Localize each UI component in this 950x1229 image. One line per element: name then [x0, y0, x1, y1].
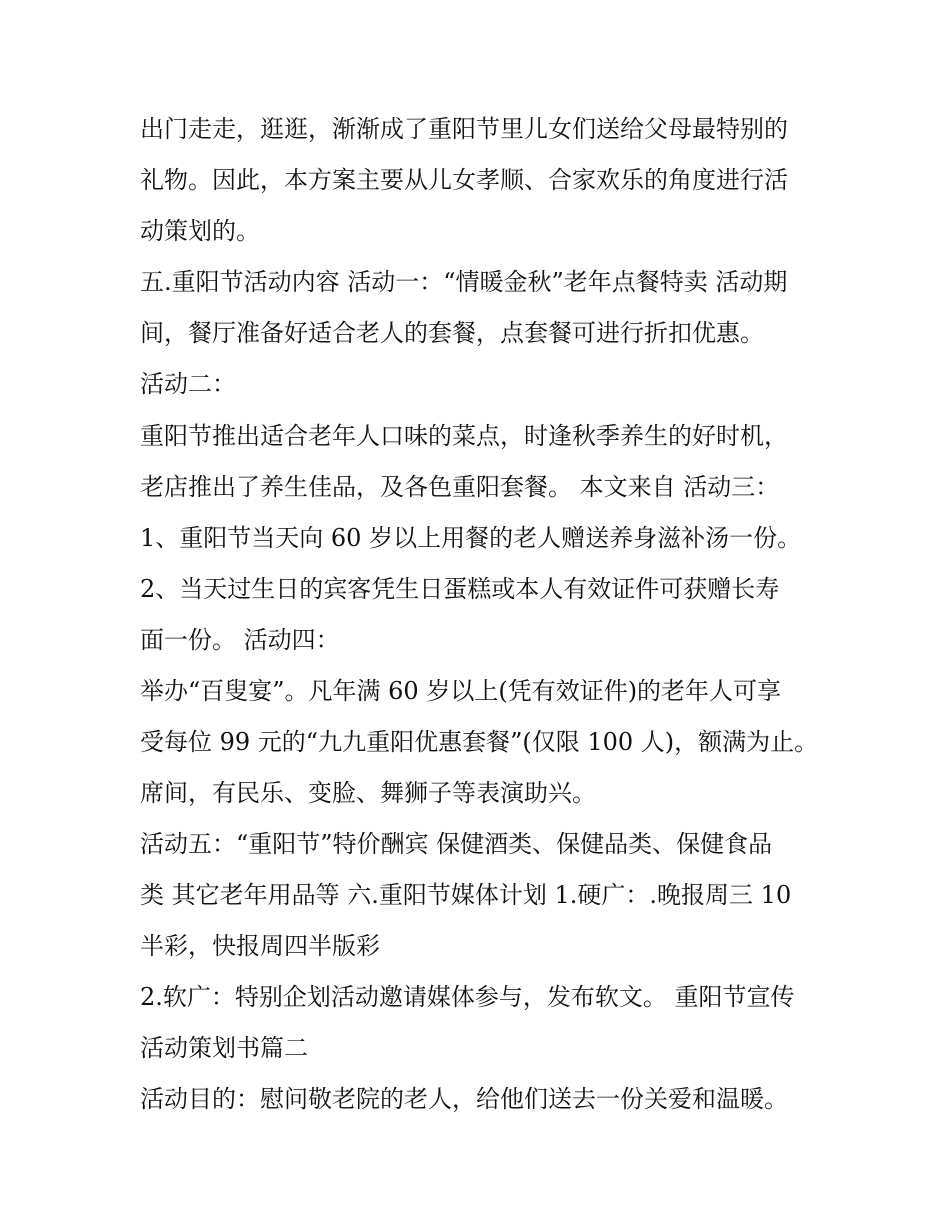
text-line-2: 礼物。因此，本方案主要从儿女孝顺、合家欢乐的角度进行活 [140, 166, 788, 194]
text-line-4: 五.重阳节活动内容 活动一：“情暖金秋”老年点餐特卖 活动期 [140, 268, 788, 296]
text-line-7: 重阳节推出适合老年人口味的菜点，时逢秋季养生的好时机， [140, 422, 788, 450]
text-line-13: 受每位 99 元的“九九重阳优惠套餐”(仅限 100 人)，额满为止。 [140, 728, 819, 756]
text-line-3: 动策划的。 [140, 217, 260, 245]
text-line-11: 面一份。 活动四： [140, 626, 340, 654]
text-line-6: 活动二： [140, 370, 236, 398]
text-line-20: 活动目的：慰问敬老院的老人，给他们送去一份关爱和温暖。 [140, 1085, 788, 1113]
text-line-19: 活动策划书篇二 [140, 1034, 308, 1062]
text-line-14: 席间，有民乐、变脸、舞狮子等表演助兴。 [140, 779, 596, 807]
text-line-8: 老店推出了养生佳品，及各色重阳套餐。 本文来自 活动三： [140, 473, 780, 501]
text-line-9: 1、重阳节当天向 60 岁以上用餐的老人赠送养身滋补汤一份。 [140, 524, 802, 552]
text-line-15: 活动五：“重阳节”特价酬宾 保健酒类、保健品类、保健食品 [140, 830, 773, 858]
text-line-16: 类 其它老年用品等 六.重阳节媒体计划 1.硬广：.晚报周三 10 [140, 881, 792, 909]
text-line-17: 半彩，快报周四半版彩 [140, 932, 380, 960]
text-line-12: 举办“百叟宴”。凡年满 60 岁以上(凭有效证件)的老年人可享 [140, 677, 782, 705]
text-line-18: 2.软广：特别企划活动邀请媒体参与，发布软文。 重阳节宣传 [140, 983, 795, 1011]
text-line-1: 出门走走，逛逛，渐渐成了重阳节里儿女们送给父母最特别的 [140, 115, 788, 143]
text-line-10: 2、当天过生日的宾客凭生日蛋糕或本人有效证件可获赠长寿 [140, 575, 780, 603]
text-line-5: 间，餐厅准备好适合老人的套餐，点套餐可进行折扣优惠。 [140, 319, 764, 347]
